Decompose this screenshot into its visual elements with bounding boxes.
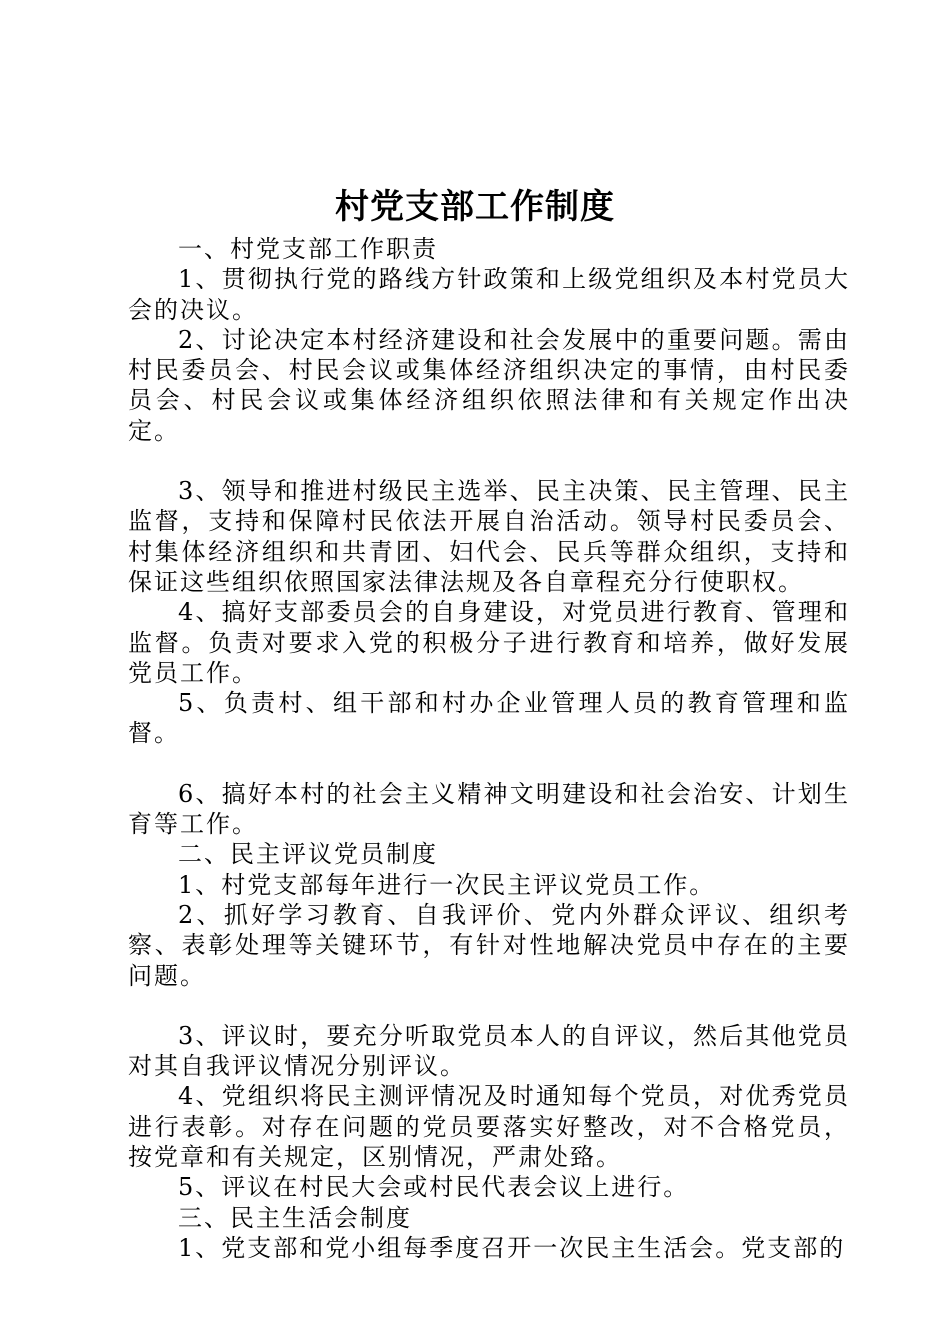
section-heading: 二、民主评议党员制度 [178, 840, 438, 869]
paragraph: 1、村党支部每年进行一次民主评议党员工作。 [178, 870, 716, 899]
paragraph: 5、负责村、组干部和村办企业管理人员的教育管理和监督。 [128, 689, 850, 748]
paragraph: 6、搞好本村的社会主义精神文明建设和社会治安、计划生育等工作。 [128, 779, 850, 839]
paragraph: 4、党组织将民主测评情况及时通知每个党员，对优秀党员进行表彰。对存在问题的党员要落实好整改，对不合格党员，按党章和有关规定，区别情况，严肃处臵。 [128, 1082, 850, 1172]
document-body [128, 234, 850, 1263]
paragraph: 3、评议时，要充分听取党员本人的自评议，然后其他党员对其自我评议情况分别评议。 [128, 1021, 850, 1081]
section-heading: 三、民主生活会制度 [178, 1203, 412, 1232]
paragraph: 1、贯彻执行党的路线方针政策和上级党组织及本村党员大会的决议。 [128, 265, 850, 324]
paragraph: 1、党支部和党小组每季度召开一次民主生活会。党支部的 [178, 1233, 846, 1262]
document-title: 村党支部工作制度 [335, 187, 615, 227]
paragraph: 4、搞好支部委员会的自身建设，对党员进行教育、管理和监督。负责对要求入党的积极分子进行教育和培养，做好发展党员工作。 [128, 598, 850, 687]
paragraph: 2、讨论决定本村经济建设和社会发展中的重要问题。需由村民委员会、村民会议或集体经济组织决定的事情，由村民委员会、村民会议或集体经济组织依照法律和有关规定作出决定。 [128, 325, 850, 445]
paragraph: 5、评议在村民大会或村民代表会议上进行。 [178, 1173, 690, 1202]
paragraph: 2、抓好学习教育、自我评价、党内外群众评议、组织考察、表彰处理等关键环节，有针对性地解决党员中存在的主要问题。 [128, 900, 850, 990]
paragraph: 3、领导和推进村级民主选举、民主决策、民主管理、民主监督，支持和保障村民依法开展自治活动。领导村民委员会、村集体经济组织和共青团、妇代会、民兵等群众组织，支持和保证这些组织依照国家法律法规及各自章程充分行使职权。 [128, 477, 850, 596]
section-heading: 一、村党支部工作职责 [178, 235, 438, 263]
